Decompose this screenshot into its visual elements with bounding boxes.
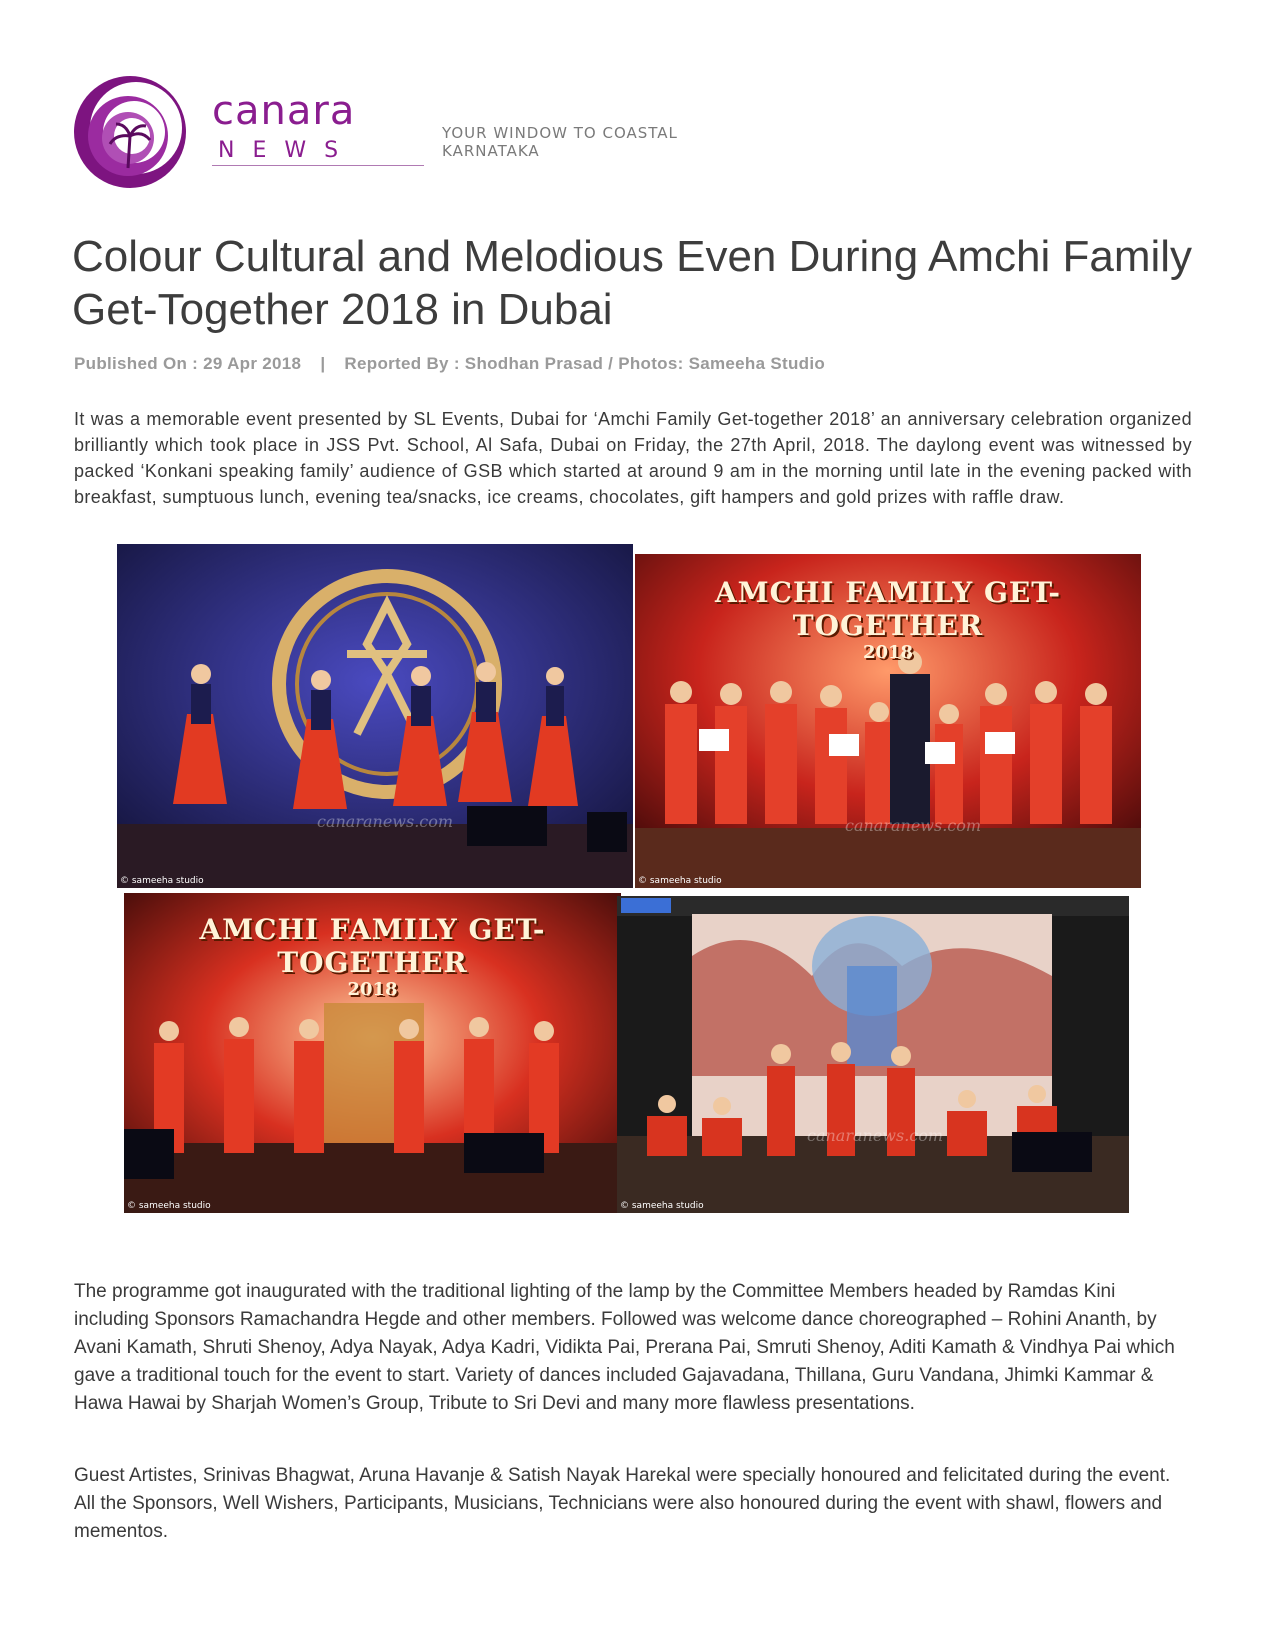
- banner-year: 2018: [347, 979, 398, 1000]
- photo-group-felicitation: [635, 554, 1141, 888]
- photo-banner: [635, 576, 1141, 663]
- site-logo[interactable]: [70, 70, 770, 200]
- photo-watermark: canaranews.com: [845, 816, 982, 835]
- photo-credit: © sameeha studio: [620, 1201, 704, 1211]
- photo-nataraja-dance: [117, 544, 633, 888]
- photo-watermark: canaranews.com: [317, 812, 454, 831]
- logo-tagline: YOUR WINDOW TO COASTAL KARNATAKA: [442, 124, 678, 160]
- banner-title: AMCHI FAMILY GET-TOGETHER: [199, 913, 546, 979]
- published-date: Published On : 29 Apr 2018: [74, 354, 302, 373]
- meta-separator: |: [320, 354, 326, 373]
- photo-credit: © sameeha studio: [127, 1201, 211, 1211]
- banner-title: AMCHI FAMILY GET-TOGETHER: [714, 576, 1062, 642]
- article-headline: Colour Cultural and Melodious Even During Amchi Family Get-Together 2018 in Dubai: [72, 232, 1193, 334]
- article-intro: It was a memorable event presented by SL Events, Dubai for ‘Amchi Family Get-together 2018’ an anniversary celebration organized brilliantly which took place in JSS Pvt. School, Al Safa, Dubai on Friday, the 27th April, 2018. The daylong event was witnessed by packed ‘Konkani speaking family’ audience of GSB which started at around 9 am in the morning until late in the evening packed with breakfast, sumptuous lunch, evening tea/snacks, ice creams, chocolates, gift hampers and gold prizes with raffle draw.: [74, 409, 1192, 507]
- photo-vishnu-backdrop: [617, 896, 1129, 1213]
- photo-banner: [124, 913, 621, 1000]
- article-paragraph-3: Guest Artistes, Srinivas Bhagwat, Aruna Havanje & Satish Nayak Harekal were specially honoured and felicitated during the event. All the Sponsors, Well Wishers, Participants, Musicians, Technicians were also honoured during the event with shawl, flowers and mementos.: [74, 1465, 1171, 1542]
- photo-watermark: canaranews.com: [807, 1126, 944, 1145]
- logo-swirl-icon: [70, 70, 200, 200]
- logo-rule: [212, 165, 424, 166]
- logo-word-news: NEWS: [218, 138, 357, 163]
- logo-word-canara: canara: [212, 88, 356, 134]
- photo-dancers-stage: [124, 893, 621, 1213]
- photo-credit: © sameeha studio: [638, 876, 722, 886]
- banner-year: 2018: [862, 642, 914, 663]
- reporter-credit: Reported By : Shodhan Prasad / Photos: Sameeha Studio: [344, 354, 826, 373]
- article-paragraph-2: The programme got inaugurated with the traditional lighting of the lamp by the Committee Members headed by Ramdas Kini including Sponsors Ramachandra Hegde and other members. Followed was welcome dance choreographed – Rohini Ananth, by Avani Kamath, Shruti Shenoy, Adya Nayak, Adya Kadri, Vidikta Pai, Prerana Pai, Smruti Shenoy, Aditi Kamath & Vindhya Pai which gave a traditional touch for the event to start. Variety of dances included Gajavadana, Thillana, Guru Vandana, Jhimki Kammar & Hawa Hawai by Sharjah Women’s Group, Tribute to Sri Devi and many more flawless presentations.: [74, 1281, 1175, 1414]
- article-meta: [74, 354, 825, 374]
- photo-credit: © sameeha studio: [120, 876, 204, 886]
